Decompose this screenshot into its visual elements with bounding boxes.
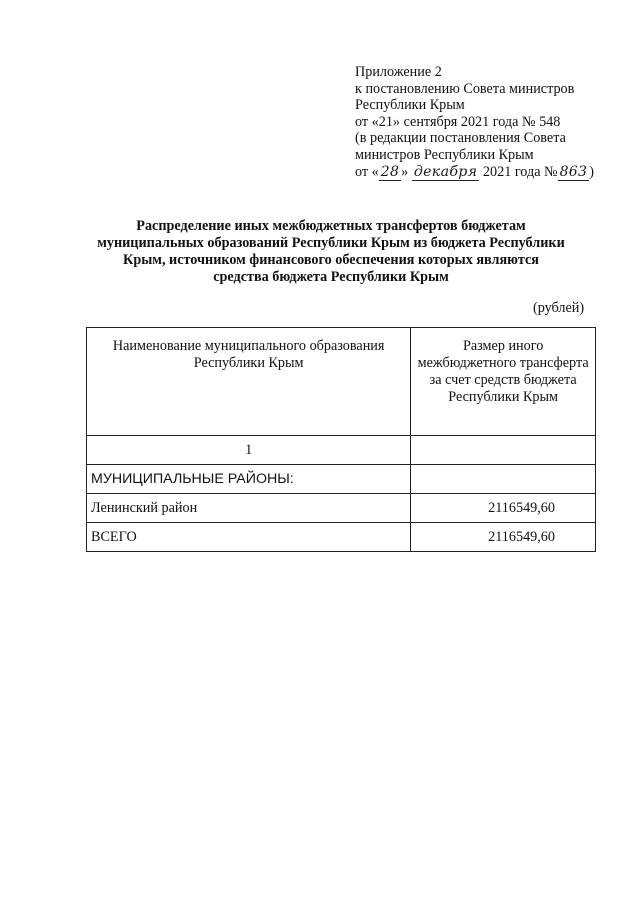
appendix-line-7 — [355, 164, 625, 181]
column-number-1: 1 — [87, 436, 411, 465]
row-amount — [411, 465, 596, 494]
title-line-3: Крым, источником финансового обеспечения которых являются — [123, 252, 539, 268]
handwritten-month: декабря — [413, 163, 478, 180]
row-name: Ленинский район — [87, 494, 411, 523]
header-amount: Размер иного межбюджетного трансферта за счет средств бюджета Республики Крым — [411, 328, 596, 436]
title-line-2: муниципальных образований Республики Крым из бюджета Республики — [97, 235, 565, 251]
title-line-4: средства бюджета Республики Крым — [213, 269, 449, 285]
table-row-total — [87, 523, 596, 552]
table-row — [87, 494, 596, 523]
table-row — [87, 465, 596, 494]
units-label: (рублей) — [533, 300, 585, 316]
appendix-line-7-suffix: ) — [589, 163, 594, 180]
handwritten-day: 28 — [380, 163, 400, 180]
column-number-2 — [411, 436, 596, 465]
transfers-table — [86, 327, 596, 552]
appendix-line-4: от «21» сентября 2021 года № 548 — [355, 113, 561, 130]
total-label: ВСЕГО — [87, 523, 411, 552]
row-name: МУНИЦИПАЛЬНЫЕ РАЙОНЫ: — [87, 465, 411, 494]
header-municipality: Наименование муниципального образования Республики Крым — [87, 328, 411, 436]
appendix-line-6: министров Республики Крым — [355, 146, 534, 163]
appendix-line-1: Приложение 2 — [355, 64, 442, 80]
column-numbering-row — [87, 436, 596, 465]
appendix-line-2: к постановлению Совета министров — [355, 80, 575, 97]
document-title — [70, 218, 592, 286]
appendix-line-5: (в редакции постановления Совета — [355, 130, 566, 147]
appendix-block — [355, 64, 625, 180]
appendix-line-7-mid: » — [401, 163, 409, 180]
appendix-line-7-year: 2021 года № — [482, 163, 558, 180]
table-header-row — [87, 328, 596, 436]
total-amount: 2116549,60 — [411, 523, 596, 552]
title-line-1: Распределение иных межбюджетных трансфертов бюджетам — [136, 218, 526, 234]
row-amount: 2116549,60 — [411, 494, 596, 523]
appendix-line-3: Республики Крым — [355, 97, 465, 114]
appendix-line-7-prefix: от « — [355, 163, 379, 180]
handwritten-number: 863 — [559, 163, 588, 180]
